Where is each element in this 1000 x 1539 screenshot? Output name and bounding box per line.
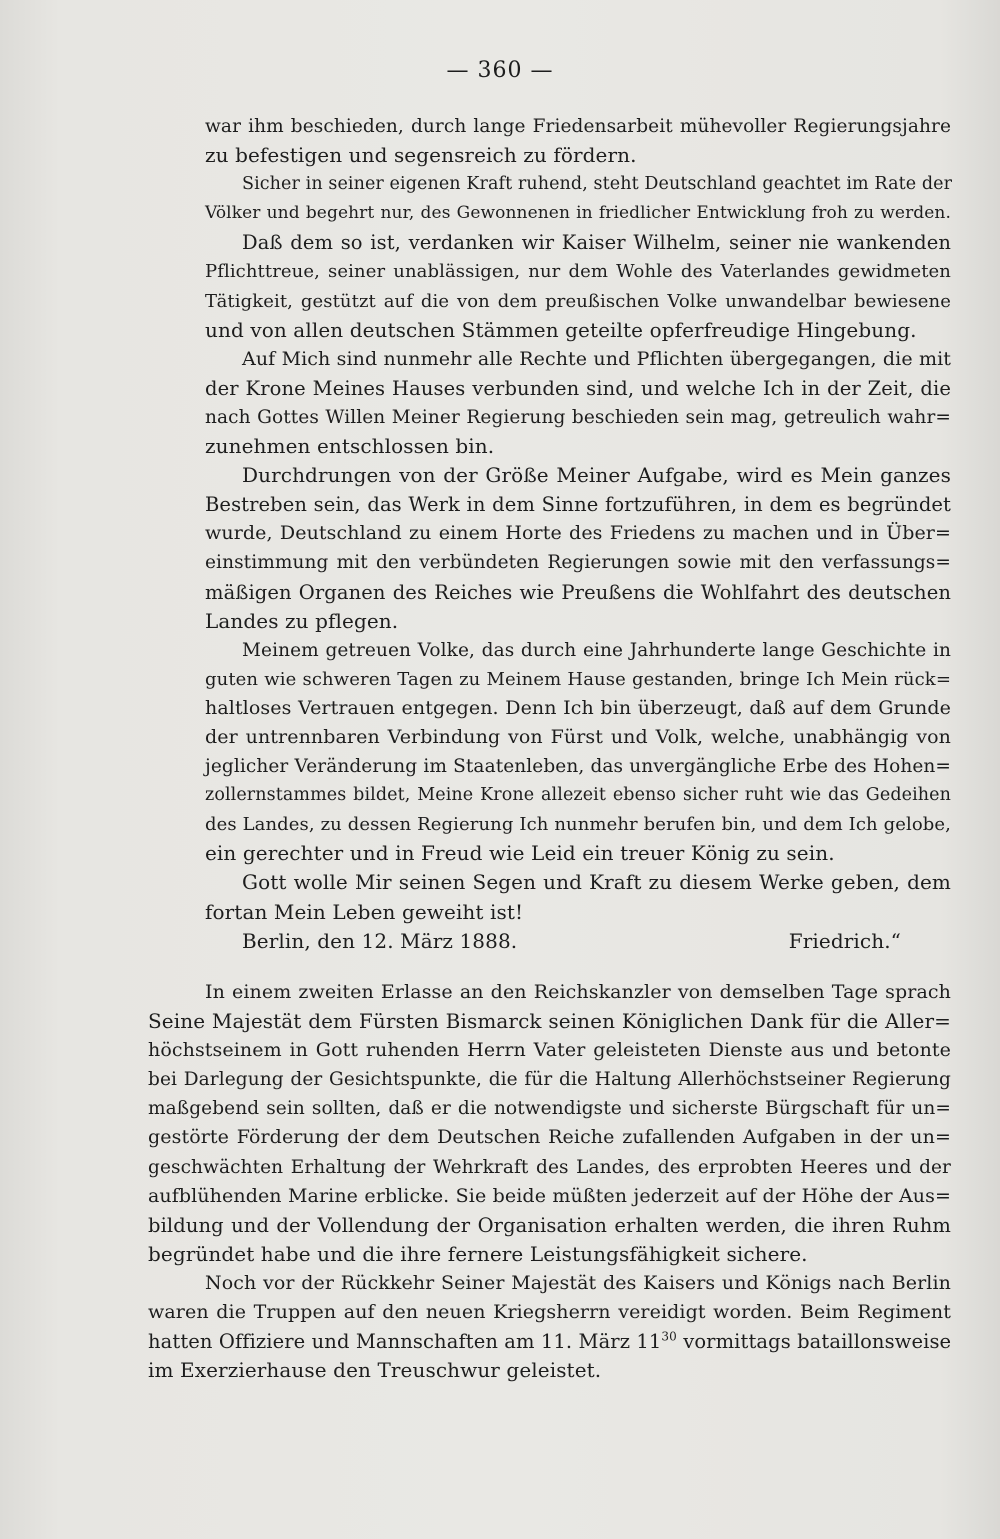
text-line: bei Darlegung der Gesichtspunkte, die für die Haltung Allerhöchstseiner Regierung: [148, 1069, 951, 1091]
text-line: Sicher in seiner eigenen Kraft ruhend, steht Deutschland geachtet im Rate der: [242, 174, 953, 195]
text-line: war ihm beschieden, durch lange Friedensarbeit mühevoller Regierungsjahre: [205, 116, 951, 137]
text-line: Bestreben sein, das Werk in dem Sinne fortzuführen, in dem es begründet: [205, 493, 951, 517]
text-line: maßgebend sein sollten, daß er die notwendigste und sicherste Bürgschaft für un=: [148, 1098, 951, 1120]
page-number: — 360 —: [446, 58, 554, 83]
text-line: Daß dem so ist, verdanken wir Kaiser Wilhelm, seiner nie wankenden: [242, 231, 951, 255]
text-line: In einem zweiten Erlasse an den Reichskanzler von demselben Tage sprach: [205, 981, 951, 1003]
text-line: Noch vor der Rückkehr Seiner Majestät des Kaisers und Königs nach Berlin: [205, 1271, 951, 1294]
text-line: des Landes, zu dessen Regierung Ich nunmehr berufen bin, und dem Ich gelobe,: [205, 814, 951, 836]
text-line: einstimmung mit den verbündeten Regierungen sowie mit den verfassungs=: [205, 552, 951, 574]
signature: Friedrich.“: [788, 928, 901, 953]
place-date: Berlin, den 12. März 1888.: [242, 928, 518, 953]
text-segment: vormittags bataillonsweise: [676, 1330, 952, 1354]
text-line: höchstseinem in Gott ruhenden Herrn Vater geleisteten Dienste aus und betonte: [148, 1039, 951, 1062]
text-line: ein gerechter und in Freud wie Leid ein treuer König zu sein.: [205, 841, 835, 866]
text-line: geschwächten Erhaltung der Wehrkraft des Landes, des erprobten Heeres und der: [148, 1156, 951, 1178]
text-line: wurde, Deutschland zu einem Horte des Friedens zu machen und in Über=: [205, 522, 951, 545]
signature-line: [205, 927, 951, 956]
text-line: waren die Truppen auf den neuen Kriegsherrn vereidigt worden. Beim Regiment: [148, 1301, 951, 1324]
text-line: jeglicher Veränderung im Staatenleben, das unvergängliche Erbe des Hohen=: [205, 756, 951, 778]
text-line: zu befestigen und segensreich zu fördern.: [205, 143, 637, 168]
text-segment: hatten Offiziere und Mannschaften am 11. März 11: [148, 1330, 662, 1354]
text-line: nach Gottes Willen Meiner Regierung beschieden sein mag, getreulich wahr=: [205, 406, 951, 428]
text-line: Pflichttreue, seiner unablässigen, nur dem Wohle des Vaterlandes gewidmeten: [205, 261, 951, 283]
text-line: guten wie schweren Tagen zu Meinem Hause gestanden, bringe Ich Mein rück=: [205, 668, 951, 690]
text-line: Auf Mich sind nunmehr alle Rechte und Pflichten übergegangen, die mit: [242, 347, 951, 370]
text-line: haltloses Vertrauen entgegen. Denn Ich bin überzeugt, daß auf dem Grunde: [205, 696, 951, 719]
text-line: aufblühenden Marine erblicke. Sie beide müßten jederzeit auf der Höhe der Aus=: [148, 1184, 951, 1207]
text-line: Durchdrungen von der Größe Meiner Aufgabe, wird es Mein ganzes: [242, 463, 951, 488]
text-line: fortan Mein Leben geweiht ist!: [205, 899, 524, 924]
text-line: der untrennbaren Verbindung von Fürst und Volk, welche, unabhängig von: [205, 725, 951, 748]
text-line-with-time: [148, 1327, 951, 1356]
proclamation-text: [205, 112, 951, 956]
text-line: Landes zu pflegen.: [205, 608, 399, 633]
text-line: zollernstammes bildet, Meine Krone allezeit ebenso sicher ruht wie das Gedeihen: [205, 785, 951, 806]
text-line: der Krone Meines Hauses verbunden sind, und welche Ich in der Zeit, die: [205, 376, 951, 400]
text-line: Seine Majestät dem Fürsten Bismarck seinen Königlichen Dank für die Aller=: [148, 1009, 951, 1034]
text-line: im Exerzierhause den Treuschwur geleistet.: [148, 1358, 602, 1383]
text-line: Völker und begehrt nur, des Gewonnenen in friedlicher Entwicklung froh zu werden.: [205, 203, 951, 224]
time-superscript: 30: [661, 1329, 677, 1344]
text-line: begründet habe und die ihre fernere Leistungsfähigkeit sichere.: [148, 1241, 808, 1266]
text-line: zunehmen entschlossen bin.: [205, 434, 495, 459]
text-line: gestörte Förderung der dem Deutschen Reiche zufallenden Aufgaben in der un=: [148, 1126, 951, 1149]
text-line: bildung und der Vollendung der Organisation erhalten werden, die ihren Ruhm: [148, 1213, 951, 1237]
text-line: Meinem getreuen Volke, das durch eine Jahrhunderte lange Geschichte in: [242, 639, 951, 661]
text-line: Tätigkeit, gestützt auf die von dem preußischen Volke unwandelbar bewiesene: [205, 290, 951, 312]
text-line: mäßigen Organen des Reiches wie Preußens die Wohlfahrt des deutschen: [205, 580, 951, 604]
narrative-text: [148, 978, 952, 1385]
text-line: und von allen deutschen Stämmen geteilte opferfreudige Hingebung.: [205, 317, 917, 342]
text-line: Gott wolle Mir seinen Segen und Kraft zu diesem Werke geben, dem: [242, 870, 951, 895]
